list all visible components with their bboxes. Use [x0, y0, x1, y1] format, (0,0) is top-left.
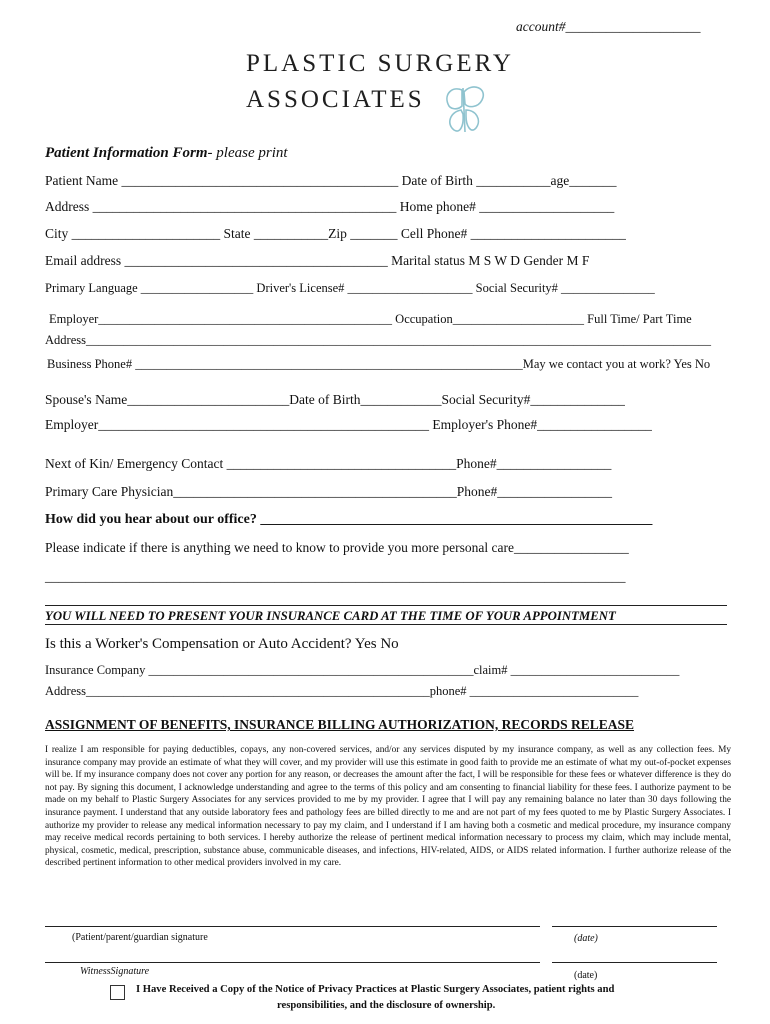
insurance-notice: YOU WILL NEED TO PRESENT YOUR INSURANCE CARD AT THE TIME OF YOUR APPOINTMENT	[45, 609, 616, 623]
butterfly-logo-icon	[438, 84, 492, 138]
next-of-kin-row[interactable]: Next of Kin/ Emergency Contact __________________________________Phone#_________________	[45, 456, 612, 471]
date-line-2[interactable]	[552, 962, 717, 963]
notice-top-rule	[45, 605, 727, 606]
spouse-name-row[interactable]: Spouse's Name________________________Date of Birth____________Social Security#______________	[45, 392, 625, 407]
logo-line-2: ASSOCIATES	[246, 86, 425, 113]
insurance-address-row[interactable]: Address_______________________________________________________phone# ___________________________	[45, 684, 639, 698]
address-row[interactable]: Address _____________________________________________ Home phone# ____________________	[45, 199, 615, 214]
patient-signature-label: (Patient/parent/guardian signature	[72, 932, 208, 943]
business-phone-row[interactable]: Business Phone# ______________________________________________________________May we contact you at work? Yes No	[47, 357, 711, 371]
date-line-1[interactable]	[552, 926, 717, 927]
personal-care-line-2[interactable]: ______________________________________________________________________________________	[45, 569, 626, 584]
acknowledgement-line-1: I Have Received a Copy of the Notice of Privacy Practices at Plastic Surgery Associates, patient rights and	[136, 984, 615, 995]
assignment-paragraph: I realize I am responsible for paying deductibles, copays, any non-covered services, and/or any services disputed by my insurance company, as well as any collection fees. My insurance company may provide an estimate of what they will cover, and my provider will use this estimate in good faith to provide me an estimate of what my out-of-pocket expenses will be. If my insurance company does not cover any portion for any reason, or decreases the amount after the fact, I will be responsible for these fees or whatever difference is they do not pay. By signing this document, I acknowledge understanding and agree to the terms of this policy and am consenting to financial liability for these fees. I authorize payment to be made on my behalf to Plastic Surgery Associates for any services provided to me by my provider. I agree that I will pay any remaining balance no later than 30 days following the insurance payment. I understand that any outside laboratory fees and pathology fees are billed directly to me and are not part of my fees quoted to me by Plastic Surgery Associates. I authorize my provider to release any medical information necessary to pay my claim, and I understand if I am having both a cosmetic and medical procedure, my insurance company may receive medical records pertaining to both services. I hereby authorize the release of pertinent medical information necessary to process my claim, which may include mental, physical, cosmetic, medical, prescription, substance abuse, communicable diseases, and infections, HIV-related, AIDS, or AIDS related information. I further authorize release of the described pertinent information to other medical providers involved in my care.	[45, 745, 731, 869]
date-label-1: (date)	[574, 933, 598, 944]
primary-language-row[interactable]: Primary Language __________________ Driver's License# ____________________ Social Security# _______________	[45, 281, 655, 295]
email-row[interactable]: Email address _______________________________________ Marital status M S W D Gender M F	[45, 253, 590, 268]
date-label-2: (date)	[574, 970, 598, 981]
patient-name-row[interactable]: Patient Name _________________________________________ Date of Birth ___________age_______	[45, 173, 617, 188]
primary-care-row[interactable]: Primary Care Physician__________________________________________Phone#_________________	[45, 484, 612, 499]
account-field[interactable]: ____________________	[565, 19, 701, 34]
form-title-text: Patient Information Form	[45, 145, 208, 161]
accident-question[interactable]: Is this a Worker's Compensation or Auto Accident? Yes No	[45, 636, 399, 652]
personal-care-row[interactable]: Please indicate if there is anything we need to know to provide you more personal care_________________	[45, 540, 629, 555]
assignment-heading: ASSIGNMENT OF BENEFITS, INSURANCE BILLING AUTHORIZATION, RECORDS RELEASE	[45, 717, 635, 732]
privacy-acknowledgement-checkbox[interactable]	[110, 985, 125, 1000]
city-row[interactable]: City ______________________ State ___________Zip _______ Cell Phone# _______________________	[45, 226, 626, 241]
witness-signature-line[interactable]	[45, 962, 540, 963]
employer-row[interactable]: Employer_______________________________________________ Occupation_____________________ Full Time/ Part Time	[49, 312, 692, 326]
spouse-employer-row[interactable]: Employer_________________________________________________ Employer's Phone#_________________	[45, 417, 652, 432]
account-label	[516, 19, 701, 35]
acknowledgement-line-2: responsibilities, and the disclosure of ownership.	[277, 1000, 496, 1011]
referral-row[interactable]: How did you hear about our office? ________________________________________________________	[45, 512, 653, 527]
employer-address-row[interactable]: Address____________________________________________________________________________________________________	[45, 333, 711, 347]
patient-signature-line[interactable]	[45, 926, 540, 927]
insurance-company-row[interactable]: Insurance Company ____________________________________________________claim# ___________________________	[45, 663, 680, 677]
form-title-suffix: - please print	[207, 145, 288, 161]
form-title	[45, 145, 288, 162]
account-text: account#	[516, 19, 566, 34]
logo-line-1: PLASTIC SURGERY	[246, 50, 514, 77]
notice-bottom-rule	[45, 624, 727, 625]
witness-signature-label: WitnessSignature	[80, 966, 150, 977]
